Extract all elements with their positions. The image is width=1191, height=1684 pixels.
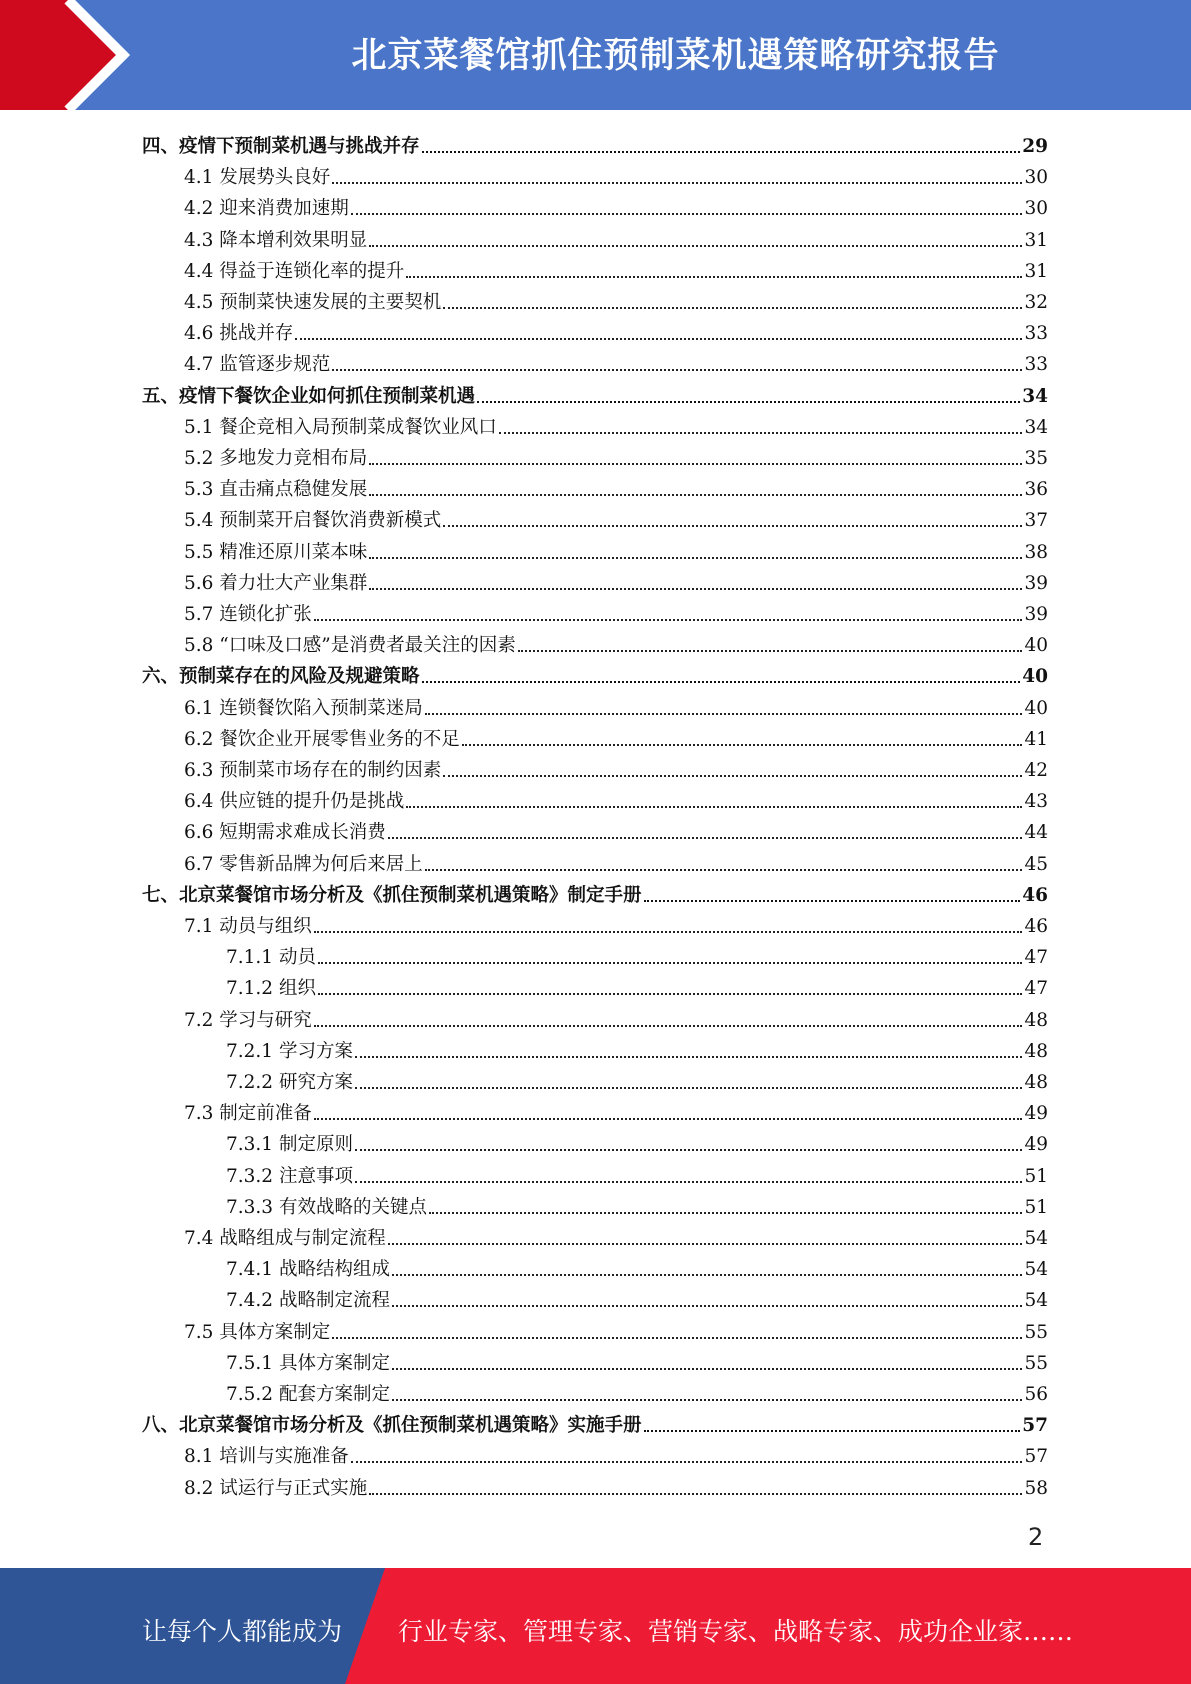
toc-entry[interactable] [184, 158, 1048, 189]
toc-entry-label: 7.3.1 制定原则 [226, 1134, 353, 1156]
toc-entry-page: 30 [1024, 198, 1048, 220]
toc-entry-page: 45 [1024, 853, 1048, 875]
toc-leader-dots [318, 962, 1023, 964]
toc-entry[interactable] [184, 533, 1048, 564]
toc-entry[interactable] [184, 1219, 1048, 1250]
toc-entry[interactable] [184, 1437, 1048, 1468]
toc-entry-label: 4.3 降本增利效果明显 [184, 229, 368, 251]
toc-entry-page: 49 [1024, 1103, 1048, 1125]
page-header [0, 0, 1191, 110]
toc-entry-label: 7.5.2 配套方案制定 [226, 1384, 390, 1405]
toc-entry-page: 34 [1022, 385, 1048, 407]
toc-leader-dots [351, 213, 1023, 215]
toc-entry-page: 58 [1024, 1477, 1048, 1499]
toc-leader-dots [388, 837, 1023, 839]
toc-entry[interactable] [142, 377, 1048, 408]
toc-entry-page: 37 [1024, 510, 1048, 532]
toc-entry-label: 4.1 发展势头良好 [184, 167, 331, 189]
toc-entry-label: 5.6 着力壮大产业集群 [184, 572, 368, 594]
toc-entry-page: 40 [1024, 635, 1048, 657]
toc-entry[interactable] [184, 1469, 1048, 1500]
header-arrow-decoration [0, 0, 160, 110]
toc-entry[interactable] [184, 1001, 1048, 1032]
toc-entry-label: 7.1 动员与组织 [184, 916, 312, 937]
toc-leader-dots [422, 151, 1021, 153]
toc-entry-page: 33 [1024, 323, 1048, 345]
toc-entry-label: 6.3 预制菜市场存在的制约因素 [184, 760, 442, 781]
toc-entry[interactable] [142, 657, 1048, 688]
toc-entry-label: 7.5 具体方案制定 [184, 1321, 331, 1343]
toc-entry-label: 5.8 “口味及口感”是消费者最关注的因素 [184, 635, 516, 657]
toc-leader-dots [392, 1399, 1022, 1401]
toc-leader-dots [443, 775, 1022, 777]
toc-leader-dots [392, 1305, 1022, 1307]
toc-entry-label: 7.2.2 研究方案 [226, 1072, 353, 1093]
toc-leader-dots [355, 1181, 1023, 1183]
toc-leader-dots [429, 1212, 1022, 1214]
page-number: 2 [1028, 1523, 1044, 1551]
toc-entry[interactable] [184, 408, 1048, 439]
toc-entry-page: 44 [1024, 822, 1048, 844]
toc-entry-page: 41 [1024, 728, 1048, 750]
toc-entry-label: 5.3 直击痛点稳健发展 [184, 479, 368, 501]
toc-entry-page: 51 [1024, 1196, 1048, 1218]
toc-entry-page: 54 [1024, 1259, 1048, 1281]
toc-entry[interactable] [184, 595, 1048, 626]
toc-entry-page: 31 [1024, 260, 1048, 282]
toc-entry[interactable] [184, 189, 1048, 220]
toc-entry[interactable] [184, 626, 1048, 657]
toc-entry-label: 7.2 学习与研究 [184, 1009, 312, 1031]
toc-leader-dots [332, 182, 1022, 184]
toc-leader-dots [369, 494, 1022, 496]
toc-entry-label: 7.4.1 战略结构组成 [226, 1259, 390, 1281]
toc-entry-label: 4.4 得益于连锁化率的提升 [184, 260, 405, 282]
toc-leader-dots [406, 276, 1022, 278]
toc-entry-label: 6.1 连锁餐饮陷入预制菜迷局 [184, 697, 423, 719]
toc-leader-dots [477, 401, 1020, 403]
toc-leader-dots [369, 1493, 1022, 1495]
toc-entry-label: 7.1.2 组织 [226, 978, 316, 1000]
toc-entry[interactable] [184, 782, 1048, 813]
toc-leader-dots [462, 744, 1023, 746]
toc-leader-dots [425, 869, 1023, 871]
toc-entry[interactable] [184, 845, 1048, 876]
toc-entry-page: 29 [1022, 136, 1048, 157]
toc-entry-label: 六、预制菜存在的风险及规避策略 [142, 666, 420, 688]
toc-entry-label: 七、北京菜餐馆市场分析及《抓住预制菜机遇策略》制定手册 [142, 884, 642, 906]
toc-entry-page: 40 [1022, 666, 1048, 688]
toc-entry-label: 6.7 零售新品牌为何后来居上 [184, 853, 423, 875]
toc-entry-label: 7.3.3 有效战略的关键点 [226, 1196, 427, 1218]
toc-entry[interactable] [184, 689, 1048, 720]
toc-entry-page: 54 [1024, 1228, 1048, 1249]
toc-entry-page: 47 [1024, 947, 1048, 969]
toc-leader-dots [443, 525, 1022, 527]
toc-entry[interactable] [226, 1063, 1048, 1094]
toc-entry-page: 39 [1024, 604, 1048, 625]
toc-entry-label: 8.2 试运行与正式实施 [184, 1477, 368, 1499]
toc-entry[interactable] [184, 751, 1048, 782]
toc-entry-label: 5.2 多地发力竞相布局 [184, 448, 368, 469]
toc-leader-dots [332, 1337, 1022, 1339]
footer-slogan-left: 让每个人都能成为 [142, 1617, 343, 1646]
toc-entry-label: 7.4 战略组成与制定流程 [184, 1228, 386, 1249]
toc-entry[interactable] [142, 1406, 1048, 1437]
toc-entry-page: 48 [1024, 1009, 1048, 1031]
report-title: 北京菜餐馆抓住预制菜机遇策略研究报告 [351, 36, 1000, 76]
toc-leader-dots [369, 557, 1022, 559]
toc-entry-page: 56 [1024, 1384, 1048, 1405]
toc-leader-dots [355, 1056, 1023, 1058]
toc-entry[interactable] [184, 907, 1048, 938]
toc-leader-dots [351, 1461, 1023, 1463]
toc-leader-dots [369, 588, 1022, 590]
toc-entry-label: 8.1 培训与实施准备 [184, 1446, 349, 1468]
toc-entry-label: 5.1 餐企竞相入局预制菜成餐饮业风口 [184, 416, 497, 438]
toc-leader-dots [314, 1118, 1023, 1120]
toc-entry-label: 7.5.1 具体方案制定 [226, 1352, 390, 1374]
toc-entry-page: 48 [1024, 1072, 1048, 1093]
toc-leader-dots [314, 931, 1023, 933]
toc-leader-dots [392, 1368, 1022, 1370]
toc-entry-page: 34 [1024, 416, 1048, 438]
toc-entry-page: 39 [1024, 572, 1048, 594]
toc-leader-dots [392, 1274, 1022, 1276]
toc-entry[interactable] [184, 314, 1048, 345]
toc-entry-label: 4.7 监管逐步规范 [184, 354, 331, 376]
toc-entry-page: 43 [1024, 791, 1048, 813]
toc-entry-page: 49 [1024, 1134, 1048, 1156]
toc-leader-dots [425, 713, 1023, 715]
toc-entry[interactable] [226, 1157, 1048, 1188]
toc-entry-page: 55 [1024, 1321, 1048, 1343]
toc-entry[interactable] [184, 283, 1048, 314]
toc-entry[interactable] [226, 1250, 1048, 1281]
toc-leader-dots [369, 245, 1022, 247]
toc-leader-dots [406, 806, 1022, 808]
toc-entry[interactable] [184, 345, 1048, 376]
toc-entry[interactable] [226, 969, 1048, 1000]
toc-entry-page: 51 [1024, 1165, 1048, 1187]
toc-entry-label: 7.3.2 注意事项 [226, 1165, 353, 1187]
toc-entry-page: 46 [1024, 916, 1048, 937]
toc-entry-page: 55 [1024, 1352, 1048, 1374]
toc-entry[interactable] [226, 1032, 1048, 1063]
toc-entry-page: 42 [1024, 760, 1048, 781]
toc-entry[interactable] [184, 252, 1048, 283]
toc-entry-label: 7.4.2 战略制定流程 [226, 1290, 390, 1312]
toc-entry-page: 33 [1024, 354, 1048, 376]
toc-entry[interactable] [184, 813, 1048, 844]
toc-leader-dots [314, 1025, 1023, 1027]
toc-entry[interactable] [184, 221, 1048, 252]
toc-entry[interactable] [184, 720, 1048, 751]
toc-entry-label: 5.7 连锁化扩张 [184, 604, 312, 625]
toc-entry[interactable] [226, 1281, 1048, 1312]
toc-entry-label: 五、疫情下餐饮企业如何抓住预制菜机遇 [142, 385, 476, 407]
toc-entry-page: 57 [1022, 1415, 1048, 1437]
toc-entry-page: 54 [1024, 1290, 1048, 1312]
toc-entry[interactable] [226, 938, 1048, 969]
toc-entry[interactable] [142, 127, 1048, 158]
toc-entry-label: 7.2.1 学习方案 [226, 1040, 353, 1062]
toc-leader-dots [644, 1430, 1021, 1432]
toc-leader-dots [355, 1149, 1023, 1151]
toc-entry-page: 57 [1024, 1446, 1048, 1468]
toc-entry-page: 31 [1024, 229, 1048, 251]
toc-leader-dots [314, 619, 1023, 621]
toc-entry-page: 48 [1024, 1040, 1048, 1062]
toc-entry-label: 6.2 餐饮企业开展零售业务的不足 [184, 728, 460, 750]
toc-entry[interactable] [184, 470, 1048, 501]
toc-entry-label: 6.4 供应链的提升仍是挑战 [184, 791, 405, 813]
toc-entry-label: 4.6 挑战并存 [184, 323, 294, 345]
toc-leader-dots [499, 432, 1023, 434]
toc-leader-dots [443, 307, 1022, 309]
toc-entry[interactable] [184, 501, 1048, 532]
toc-entry-label: 八、北京菜餐馆市场分析及《抓住预制菜机遇策略》实施手册 [142, 1415, 642, 1437]
toc-leader-dots [518, 650, 1023, 652]
toc-entry[interactable] [184, 564, 1048, 595]
toc-entry-label: 6.6 短期需求难成长消费 [184, 822, 386, 844]
footer-slogan-right: 行业专家、管理专家、营销专家、战略专家、成功企业家…… [398, 1617, 1074, 1646]
toc-leader-dots [332, 369, 1022, 371]
toc-leader-dots [318, 993, 1023, 995]
toc-leader-dots [355, 1087, 1023, 1089]
toc-entry-label: 4.2 迎来消费加速期 [184, 198, 349, 220]
toc-entry-page: 40 [1024, 697, 1048, 719]
toc-entry-page: 32 [1024, 292, 1048, 313]
toc-entry[interactable] [226, 1344, 1048, 1375]
toc-entry-page: 36 [1024, 479, 1048, 501]
toc-leader-dots [422, 681, 1021, 683]
toc-entry-label: 4.5 预制菜快速发展的主要契机 [184, 292, 442, 313]
toc-entry-label: 7.1.1 动员 [226, 947, 316, 969]
toc-entry-page: 35 [1024, 448, 1048, 469]
toc-leader-dots [369, 463, 1022, 465]
toc-entry-label: 四、疫情下预制菜机遇与挑战并存 [142, 136, 420, 157]
toc-entry-page: 30 [1024, 167, 1048, 189]
toc-leader-dots [644, 900, 1021, 902]
toc-entry[interactable] [226, 1125, 1048, 1156]
toc-entry[interactable] [142, 876, 1048, 907]
toc-entry[interactable] [226, 1188, 1048, 1219]
toc-entry[interactable] [184, 1313, 1048, 1344]
toc-entry-page: 47 [1024, 978, 1048, 1000]
toc-entry[interactable] [184, 1094, 1048, 1125]
toc-entry[interactable] [184, 439, 1048, 470]
toc-entry-page: 38 [1024, 541, 1048, 563]
toc-entry-label: 5.5 精准还原川菜本味 [184, 541, 368, 563]
toc-entry-page: 46 [1022, 884, 1048, 906]
toc-entry-label: 5.4 预制菜开启餐饮消费新模式 [184, 510, 442, 532]
toc-entry[interactable] [226, 1375, 1048, 1406]
toc-entry-label: 7.3 制定前准备 [184, 1103, 312, 1125]
toc-leader-dots [388, 1243, 1023, 1245]
toc-leader-dots [295, 338, 1022, 340]
